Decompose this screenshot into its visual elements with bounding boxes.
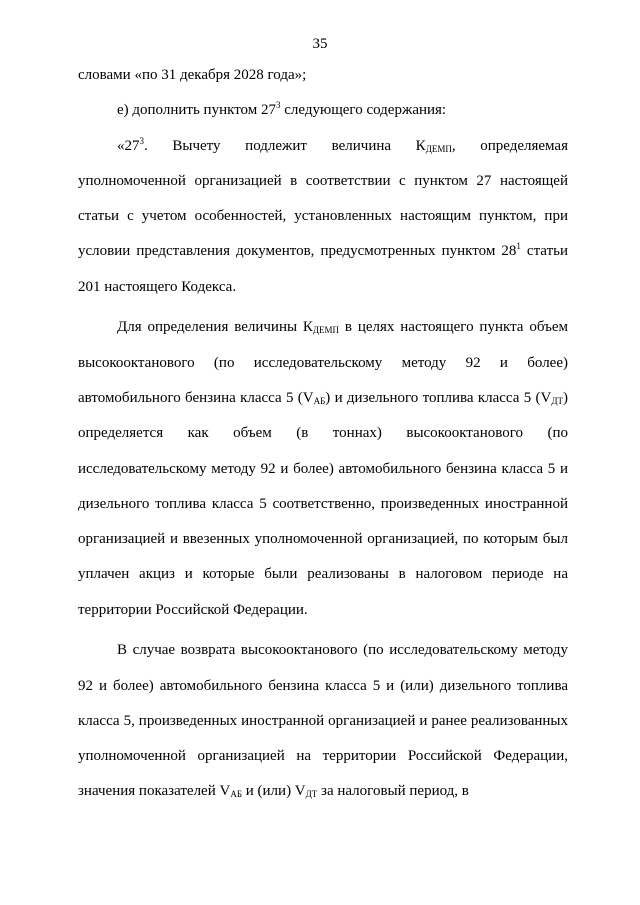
- superscript: 1: [516, 241, 521, 252]
- text-run: Для определения величины К: [117, 319, 313, 336]
- text-run: и (или) V: [242, 783, 306, 800]
- page-number: 35: [312, 36, 328, 52]
- text-run: статьи 201 настоящего Кодекса.: [78, 243, 568, 295]
- paragraph-item-e: [78, 93, 568, 128]
- superscript: 3: [139, 135, 144, 146]
- subscript: ДЕМП: [425, 143, 452, 154]
- text-run: . Вычету подлежит величина К: [144, 137, 426, 154]
- text-run: ) и дизельного топлива класса 5 (V: [325, 389, 552, 406]
- paragraph-27-3: [78, 129, 568, 305]
- subscript: ДТ: [551, 395, 563, 406]
- subscript: ДЕМП: [312, 325, 340, 336]
- subscript: ДТ: [305, 789, 318, 800]
- document-body: [78, 58, 568, 810]
- subscript: АБ: [313, 395, 326, 406]
- text-run: е) дополнить пунктом 27: [117, 102, 277, 119]
- paragraph-continuation: [78, 58, 568, 93]
- text-run: , определяемая уполномоченной организацией в соответствии с пунктом 27 настоящей статьи с учетом особенностей, установленных настоящим пунктом, при условии представления документов, предусмотренных пунктом 28: [78, 137, 568, 260]
- text-run: ) определяется как объем (в тоннах) высокооктанового (по исследовательскому методу 92 и более) автомобильного бензина класса 5 и дизельного топлива класса 5 соответственно, произведенных иностранной организацией и ввезенных уполномоченной организацией, по которым был уплачен акциз и которые были реализованы в налоговом периоде на территории Российской Федерации.: [78, 389, 568, 618]
- superscript: 3: [276, 100, 281, 111]
- text-run: в целях настоящего пункта объем высокооктанового (по исследовательскому методу 92 и более) автомобильного бензина класса 5 (V: [78, 319, 568, 406]
- text-run: В случае возврата высокооктанового (по исследовательскому методу 92 и более) автомобильного бензина класса 5 и (или) дизельного топлива класса 5, произведенных иностранной организацией и ранее реализованных уполномоченной организацией на территории Российской Федерации, значения показателей V: [78, 642, 568, 800]
- text-run: следующего содержания:: [280, 102, 447, 119]
- paragraph-volume-definition: [78, 310, 568, 628]
- subscript: АБ: [230, 789, 242, 800]
- text-run: «27: [117, 137, 140, 154]
- text-run: словами «по 31 декабря 2028 года»;: [78, 67, 307, 83]
- text-run: за налоговый период, в: [317, 783, 469, 800]
- paragraph-return-case: [78, 633, 568, 809]
